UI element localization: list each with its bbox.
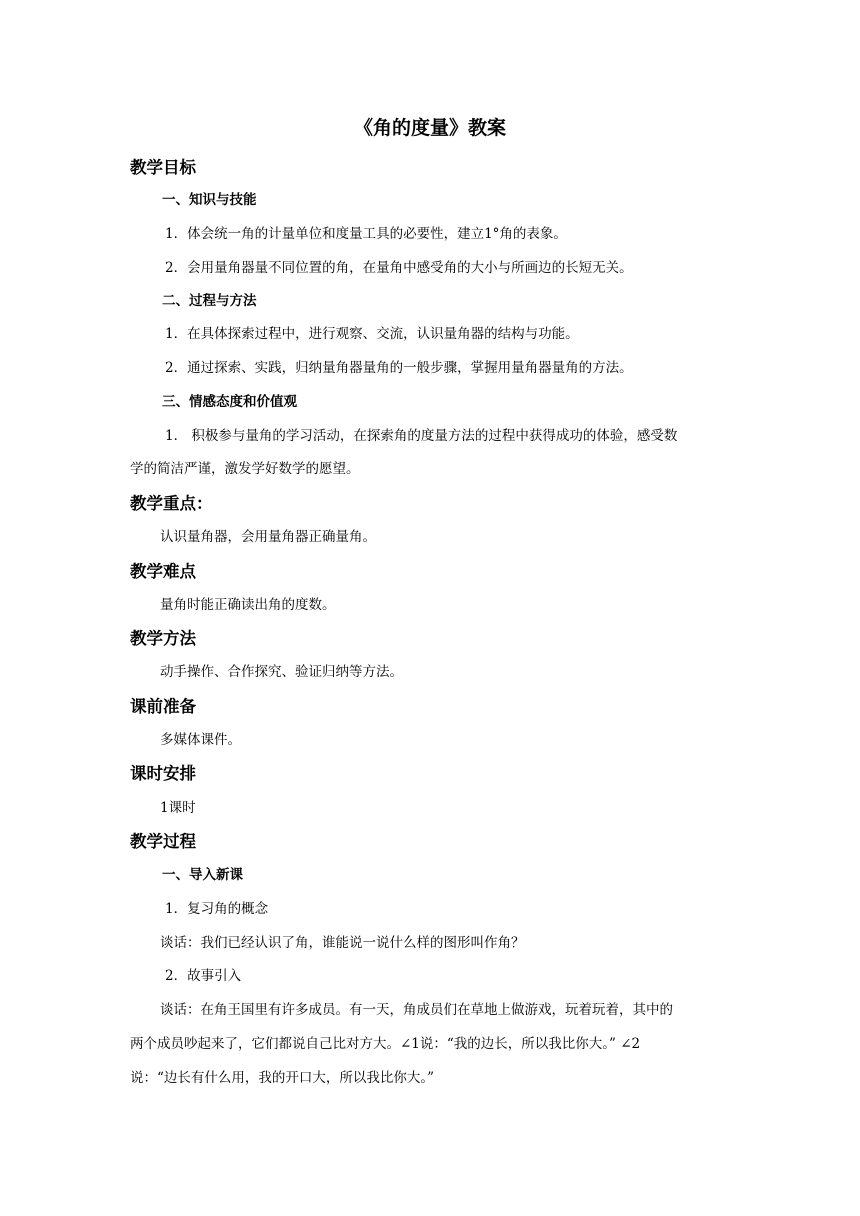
subheading-knowledge-skills: 一、知识与技能 [162, 192, 257, 208]
goal-knowledge-item-2: 2．会用量角器量不同位置的角，在量角中感受角的大小与所画边的长短无关。 [165, 260, 633, 276]
goal-attitude-line-1: 1． 积极参与量角的学习活动，在探索角的度量方法的过程中获得成功的体验，感受数 [165, 428, 678, 444]
method-text: 动手操作、合作探究、验证归纳等方法。 [160, 664, 403, 680]
section-heading-schedule: 课时安排 [130, 764, 196, 783]
section-heading-goals: 教学目标 [130, 158, 196, 177]
goal-process-item-1: 1．在具体探索过程中，进行观察、交流，认识量角器的结构与功能。 [165, 326, 579, 342]
subheading-attitude-values: 三、情感态度和价值观 [162, 394, 297, 410]
goal-knowledge-item-1: 1．体会统一角的计量单位和度量工具的必要性，建立1°角的表象。 [165, 226, 567, 242]
subheading-process-method: 二、过程与方法 [162, 293, 257, 309]
section-heading-process: 教学过程 [130, 832, 196, 851]
difficulty-text: 量角时能正确读出角的度数。 [160, 597, 336, 613]
section-heading-method: 教学方法 [130, 629, 196, 648]
section-heading-prep: 课前准备 [130, 697, 196, 716]
goal-attitude-line-2: 学的简洁严谨，激发学好数学的愿望。 [130, 461, 360, 477]
process-talk-1: 谈话：我们已经认识了角，谁能说一说什么样的图形叫作角？ [160, 935, 525, 951]
process-talk-2-line-2: 两个成员吵起来了，它们都说自己比对方大。∠1说：“我的边长，所以我比你大。” ∠2 [130, 1036, 641, 1052]
schedule-text: 1课时 [160, 800, 196, 816]
subheading-intro: 一、导入新课 [162, 867, 243, 883]
section-heading-key: 教学重点： [130, 494, 213, 513]
process-item-1: 1．复习角的概念 [165, 901, 269, 917]
document-title: 《角的度量》教案 [353, 117, 506, 139]
prep-text: 多媒体课件。 [160, 732, 241, 748]
goal-process-item-2: 2．通过探索、实践，归纳量角器量角的一般步骤，掌握用量角器量角的方法。 [165, 360, 633, 376]
process-item-2: 2．故事引入 [165, 968, 242, 984]
process-talk-2-line-1: 谈话：在角王国里有许多成员。有一天，角成员们在草地上做游戏，玩着玩着，其中的 [160, 1002, 673, 1018]
key-text: 认识量角器，会用量角器正确量角。 [160, 529, 376, 545]
process-talk-2-line-3: 说：“边长有什么用，我的开口大，所以我比你大。” [130, 1070, 435, 1086]
section-heading-difficulty: 教学难点 [130, 562, 196, 581]
